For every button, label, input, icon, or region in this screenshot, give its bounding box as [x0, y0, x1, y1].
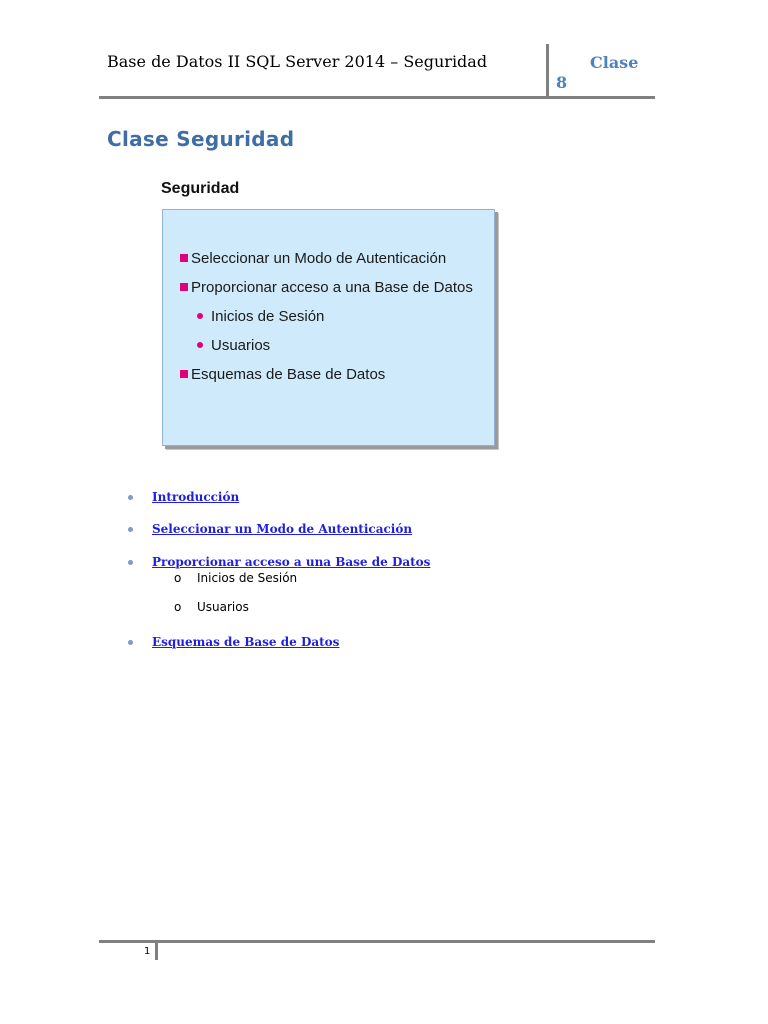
square-bullet-icon [180, 254, 188, 262]
toc-link-esquemas[interactable]: Esquemas de Base de Datos [152, 635, 340, 649]
circle-marker-icon: o [174, 600, 182, 614]
dot-bullet-icon [197, 342, 203, 348]
slide-item-text: Seleccionar un Modo de Autenticación [191, 250, 447, 267]
slide-item-text: Esquemas de Base de Datos [191, 366, 386, 383]
slide-figure [162, 209, 495, 446]
bullet-icon [128, 560, 133, 565]
page-header [99, 44, 655, 100]
toc-link-modo-autenticacion[interactable]: Seleccionar un Modo de Autenticación [152, 522, 413, 536]
slide-item [180, 366, 385, 383]
slide-item [180, 250, 446, 267]
slide-item [180, 279, 473, 296]
bullet-icon [128, 527, 133, 532]
header-divider [546, 44, 549, 99]
bullet-icon [128, 495, 133, 500]
page-title: Clase Seguridad [107, 127, 295, 151]
slide-title: Seguridad [161, 180, 240, 197]
header-class-label: Clase [590, 53, 639, 72]
toc-link-acceso-base-datos[interactable]: Proporcionar acceso a una Base de Datos [152, 555, 431, 569]
footer-rule [99, 940, 655, 943]
slide-subitem-text: Usuarios [211, 337, 271, 354]
slide-subitem [197, 337, 270, 354]
header-title: Base de Datos II SQL Server 2014 – Seguridad [107, 52, 488, 71]
square-bullet-icon [180, 283, 188, 291]
header-rule [99, 96, 655, 99]
bullet-icon [128, 640, 133, 645]
slide-item-text: Proporcionar acceso a una Base de Datos [191, 279, 473, 296]
toc-subitem [174, 571, 297, 585]
circle-marker-icon: o [174, 571, 182, 585]
slide-subitem-text: Inicios de Sesión [211, 308, 325, 325]
square-bullet-icon [180, 370, 188, 378]
header-class-number: 8 [556, 73, 568, 92]
page-number: 1 [144, 946, 151, 957]
toc-link-introduccion[interactable]: Introducción [152, 490, 240, 504]
toc-subitem-text: Inicios de Sesión [197, 571, 298, 585]
toc-subitem [174, 600, 249, 614]
footer-divider [155, 940, 158, 960]
toc-subitem-text: Usuarios [197, 600, 249, 614]
slide-subitem [197, 308, 324, 325]
dot-bullet-icon [197, 313, 203, 319]
